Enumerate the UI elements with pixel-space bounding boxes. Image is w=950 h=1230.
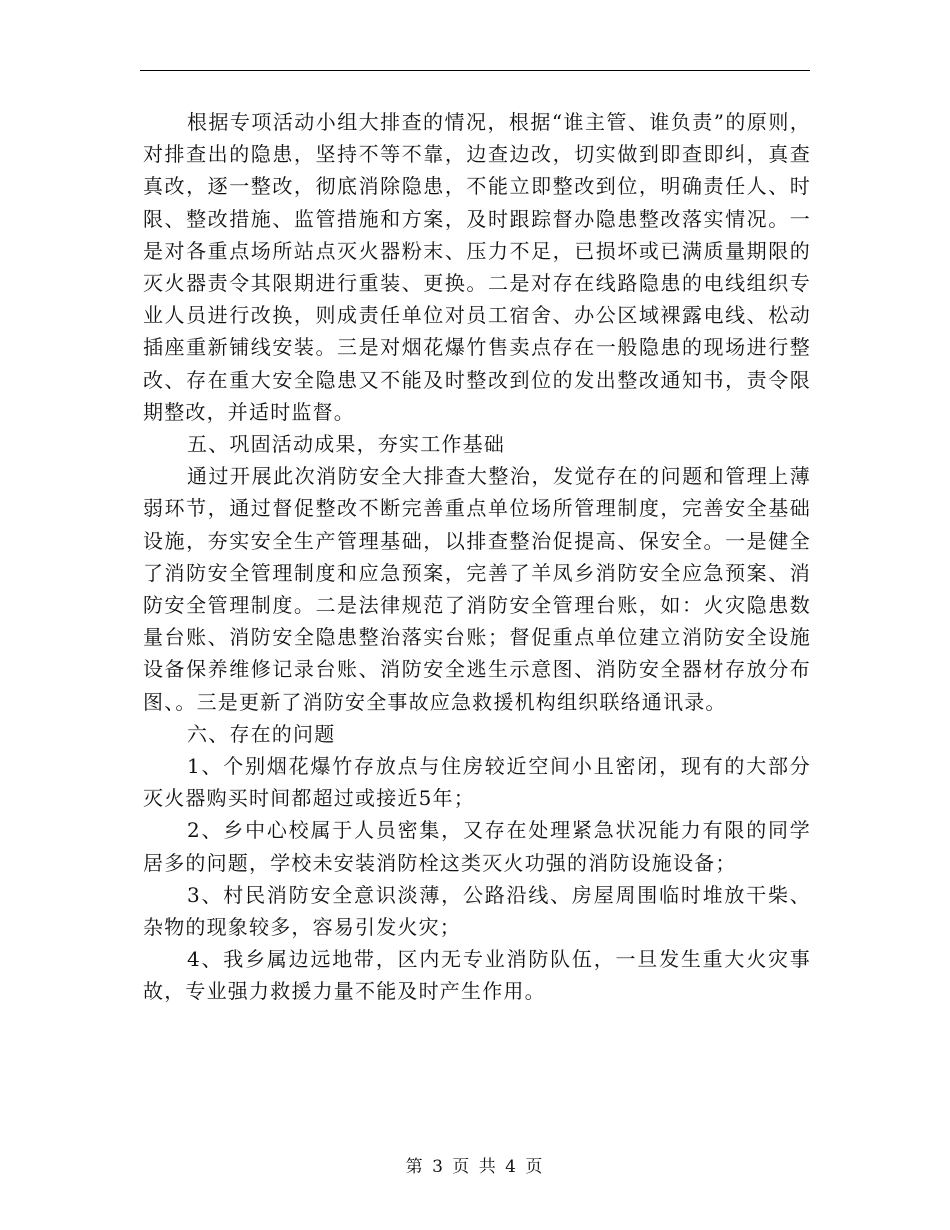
paragraph-rectification: 根据专项活动小组大排查的情况，根据“谁主管、谁负责”的原则，对排查出的隐患，坚持不等不靠，边查边改，切实做到即查即纠，真查真改，逐一整改，彻底消除隐患，不能立即整改到位，明确责任人、时限、整改措施、监管措施和方案，及时跟踪督办隐患整改落实情况。一是对各重点场所站点灭火器粉末、压力不足，已损坏或已满质量期限的灭火器责令其限期进行重装、更换。二是对存在线路隐患的电线组织专业人员进行改换，则成责任单位对员工宿舍、办公区域裸露电线、松动插座重新铺线安装。三是对烟花爆竹售卖点存在一般隐患的现场进行整改、存在重大安全隐患又不能及时整改到位的发出整改通知书，责令限期整改，并适时监督。: [143, 110, 811, 424]
paragraph-consolidation: 通过开展此次消防安全大排查大整治，发觉存在的问题和管理上薄弱环节，通过督促整改不断完善重点单位场所管理制度，完善安全基础设施，夯实安全生产管理基础，以排查整治促提高、保安全。一是健全了消防安全管理制度和应急预案，完善了羊凤乡消防安全应急预案、消防安全管理制度。二是法律规范了消防安全管理台账，如：火灾隐患数量台账、消防安全隐患整治落实台账；督促重点单位建立消防安全设施设备保养维修记录台账、消防安全逃生示意图、消防安全器材存放分布图、。三是更新了消防安全事故应急救援机构组织联络通讯录。: [143, 464, 811, 714]
problem-item-4: 4、我乡属边远地带，区内无专业消防队伍，一旦发生重大火灾事故，专业强力救援力量不能及时产生作用。: [143, 947, 811, 1004]
header-rule: [140, 70, 810, 71]
problem-item-2: 2、乡中心校属于人员密集，又存在处理紧急状况能力有限的同学居多的问题，学校未安装消防栓这类灭火功强的消防设施设备；: [143, 818, 811, 875]
section-heading-six: 六、存在的问题: [187, 721, 336, 746]
problem-item-1: 1、个别烟花爆竹存放点与住房较近空间小且密闭，现有的大部分灭火器购买时间都超过或接近5年；: [143, 754, 811, 811]
problem-item-3: 3、村民消防安全意识淡薄，公路沿线、房屋周围临时堆放干柴、杂物的现象较多，容易引发火灾；: [143, 882, 811, 940]
document-body: [143, 106, 811, 1008]
section-heading-five: 五、巩固活动成果，夯实工作基础: [187, 432, 505, 457]
page-number-footer: 第 3 页 共 4 页: [405, 1157, 545, 1177]
